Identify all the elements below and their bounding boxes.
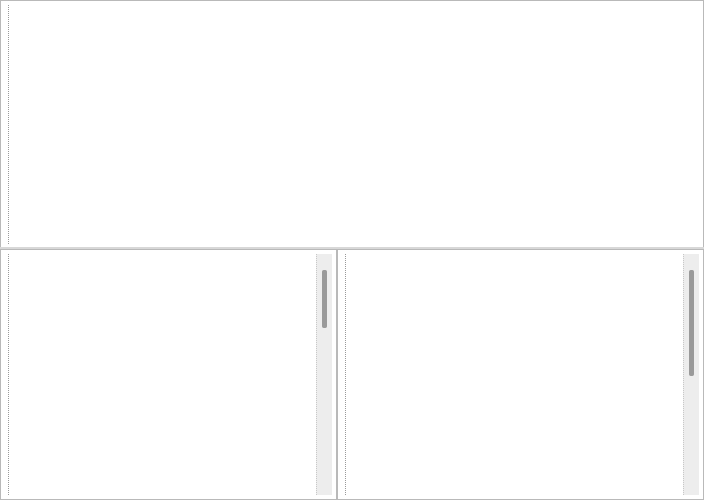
left-guide-line [8, 5, 9, 244]
tamil-scrollbar[interactable] [683, 254, 699, 495]
left-guide-line [345, 254, 346, 495]
english-scrollbar[interactable] [316, 254, 332, 495]
english-scrollbar-thumb[interactable] [322, 270, 327, 328]
quotes-pane[interactable] [0, 0, 704, 249]
tamil-poem-pane[interactable] [337, 249, 704, 500]
english-poem-pane[interactable] [0, 249, 337, 500]
tamil-scrollbar-thumb[interactable] [689, 270, 694, 376]
left-guide-line [8, 254, 9, 495]
